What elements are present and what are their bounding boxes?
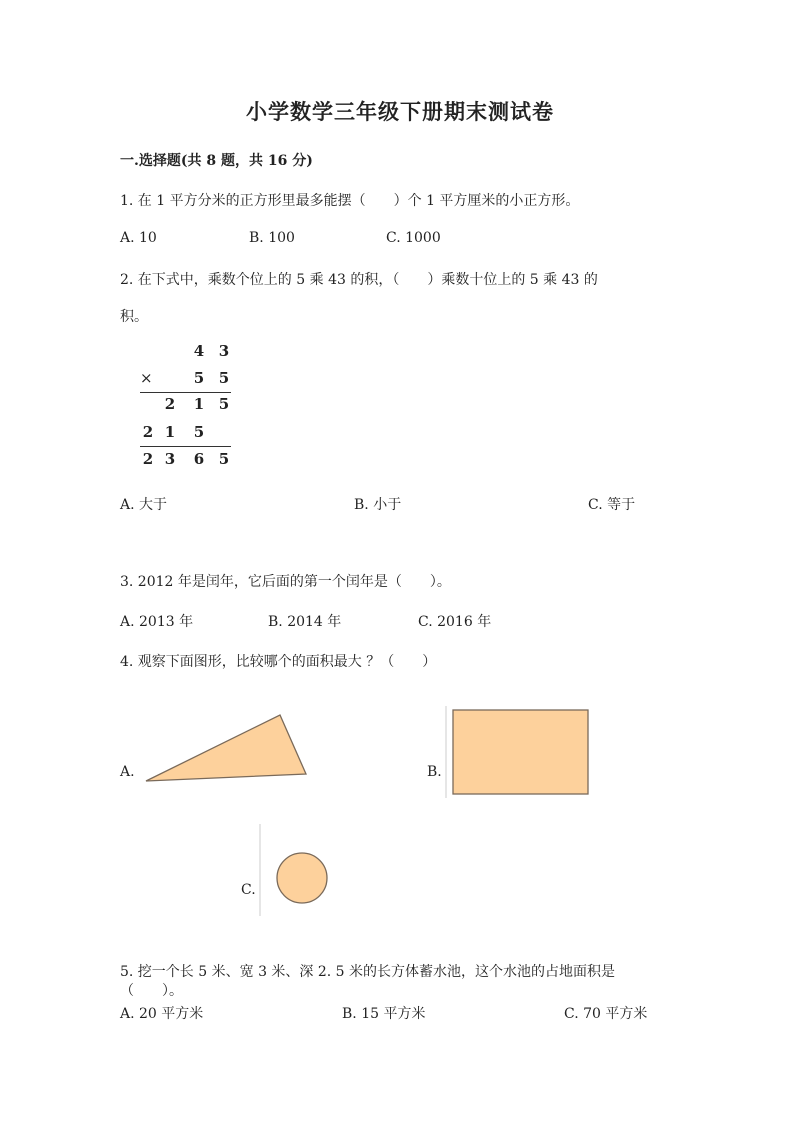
figure-label-c: C.	[241, 882, 256, 898]
question-5-option-b: B. 15 平方米	[342, 1006, 426, 1022]
multiplicand-row	[140, 342, 240, 362]
figure-label-a: A.	[120, 764, 135, 780]
question-5-option-c: C. 70 平方米	[564, 1006, 648, 1022]
page-title: 小学数学三年级下册期末测试卷	[246, 99, 554, 124]
final-product-row	[140, 450, 240, 470]
digit: 3	[218, 342, 230, 360]
digit: 2	[142, 423, 154, 441]
digit: 5	[193, 423, 205, 441]
question-5-option-a: A. 20 平方米	[120, 1006, 204, 1022]
partial-product-1	[140, 395, 240, 415]
question-2-text-line2: 积。	[120, 309, 148, 325]
question-2-option-a: A. 大于	[120, 497, 168, 513]
question-2-option-c: C. 等于	[588, 497, 636, 513]
question-2-text-line1: 2. 在下式中，乘数个位上的 5 乘 43 的积，（ ）乘数十位上的 5 乘 43 的	[120, 272, 598, 288]
vertical-multiplication	[140, 340, 240, 470]
section-heading: 一.选择题(共 8 题，共 16 分)	[120, 153, 313, 169]
calc-rule-2	[140, 446, 231, 447]
digit: 5	[218, 395, 230, 413]
figure-label-b: B.	[427, 764, 442, 780]
digit: 6	[193, 450, 205, 468]
digit: 1	[193, 395, 205, 413]
digit: 2	[142, 450, 154, 468]
multiplier-row	[140, 369, 240, 389]
question-3-option-c: C. 2016 年	[418, 614, 492, 630]
digit: 5	[218, 369, 230, 387]
question-1-option-b: B. 100	[249, 230, 295, 246]
circle-shape	[256, 822, 336, 918]
digit: 5	[193, 369, 205, 387]
question-4-text: 4. 观察下面图形，比较哪个的面积最大 ？（ ）	[120, 654, 437, 670]
question-2-option-b: B. 小于	[354, 497, 402, 513]
digit: 3	[164, 450, 176, 468]
times-sign: ×	[140, 369, 153, 387]
digit: 2	[164, 395, 176, 413]
digit: 1	[164, 423, 176, 441]
rectangle-shape	[444, 704, 594, 800]
digit: 4	[193, 342, 205, 360]
question-3-text: 3. 2012 年是闰年，它后面的第一个闰年是（ ）。	[120, 574, 451, 590]
question-3-option-a: A. 2013 年	[120, 614, 194, 630]
triangle-shape	[140, 708, 315, 788]
question-1-text: 1. 在 1 平方分米的正方形里最多能摆（ ）个 1 平方厘米的小正方形。	[120, 193, 580, 209]
digit: 5	[218, 450, 230, 468]
partial-product-2	[140, 423, 240, 443]
question-3-option-b: B. 2014 年	[268, 614, 342, 630]
question-5-text-line2: （ ）。	[120, 983, 183, 999]
calc-rule-1	[140, 392, 231, 393]
question-1-option-a: A. 10	[120, 230, 157, 246]
question-5-text-line1: 5. 挖一个长 5 米、宽 3 米、深 2. 5 米的长方体蓄水池，这个水池的占地面积是	[120, 964, 616, 980]
question-1-option-c: C. 1000	[386, 230, 441, 246]
